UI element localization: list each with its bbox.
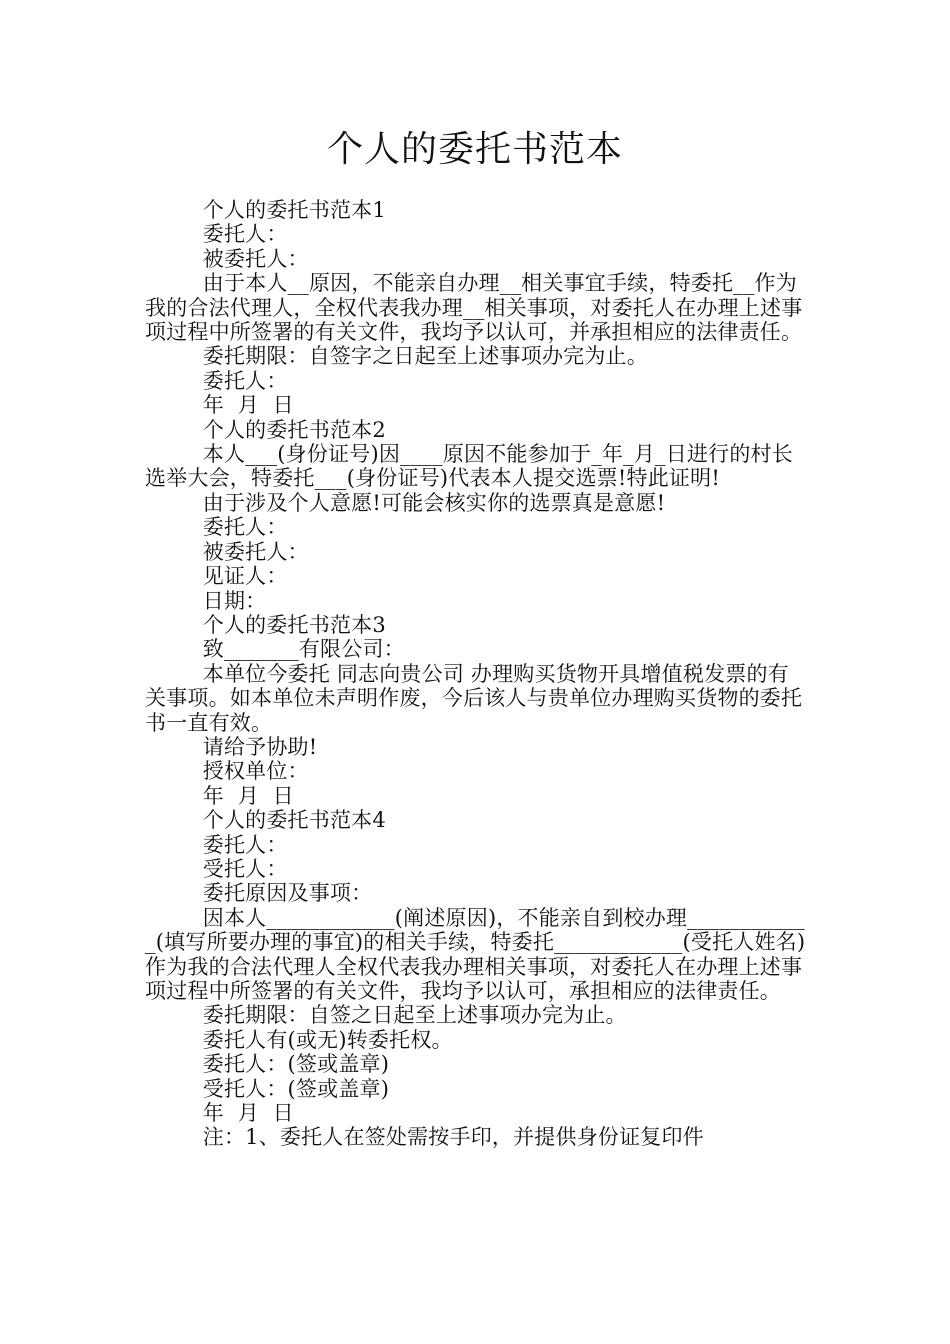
paragraph: 委托期限：自签之日起至上述事项办完为止。 xyxy=(202,1003,627,1028)
paragraph: 年 月 日 xyxy=(202,1101,294,1126)
paragraph: 年 月 日 xyxy=(202,783,294,808)
page-title: 个人的委托书范本 xyxy=(326,129,623,170)
paragraph: 由于涉及个人意愿!可能会核实你的选票真是意愿! xyxy=(202,490,666,515)
paragraph: 委托人有(或无)转委托权。 xyxy=(202,1027,453,1052)
paragraph: 注：1、委托人在签处需按手印，并提供身份证复印件 xyxy=(202,1125,704,1150)
paragraph: 本单位今委托 同志向贵公司 办理购买货物开具增值税发票的有关事项。如本单位未声明作废，今后该人与贵单位办理购买货物的委托书一直有效。 xyxy=(145,661,803,735)
paragraph: 致_______有限公司： xyxy=(202,637,405,662)
paragraph: 个人的委托书范本3 xyxy=(202,612,386,637)
paragraph: 受托人：(签或盖章) xyxy=(202,1076,390,1101)
paragraph: 委托原因及事项： xyxy=(202,881,373,906)
paragraph: 见证人： xyxy=(202,564,288,589)
paragraph: 本人___(身份证号)因____原因不能参加于_年_月_日进行的村长选举大会，特委托___(身份证号)代表本人提交选票!特此证明! xyxy=(145,442,793,491)
paragraph: 被委托人： xyxy=(202,539,309,564)
paragraph: 个人的委托书范本2 xyxy=(202,417,386,442)
paragraph: 委托人： xyxy=(202,515,288,540)
paragraph: 由于本人__原因，不能亲自办理__相关事宜手续，特委托__作为我的合法代理人，全权代表我办理__相关事项，对委托人在办理上述事项过程中所签署的有关文件，我均予以认可，并承担相应的法律责任。 xyxy=(145,271,803,345)
paragraph: 因本人____________(阐述原因)，不能亲自到校办理____________(填写所要办理的事宜)的相关手续，特委托____________(受托人姓名)作为我的合法代理人全权代表我办理相关事项，对委托人在办理上述事项过程中所签署的有关文件，我均予以认可，承担相应的法律责任。 xyxy=(145,905,806,1003)
paragraph: 委托人： xyxy=(202,832,288,857)
paragraph: 委托期限：自签字之日起至上述事项办完为止。 xyxy=(202,344,648,369)
paragraph: 被委托人： xyxy=(202,246,309,271)
paragraph: 委托人： xyxy=(202,368,288,393)
paragraph: 授权单位： xyxy=(202,759,309,784)
paragraph: 受托人： xyxy=(202,856,288,881)
paragraph: 年 月 日 xyxy=(202,393,294,418)
paragraph: 委托人：(签或盖章) xyxy=(202,1052,390,1077)
paragraph: 日期： xyxy=(202,588,267,613)
paragraph: 请给予协助! xyxy=(202,734,318,759)
paragraph: 个人的委托书范本1 xyxy=(202,198,386,222)
paragraph: 个人的委托书范本4 xyxy=(202,808,386,833)
paragraph: 委托人： xyxy=(202,222,288,247)
document-body xyxy=(145,198,807,1150)
